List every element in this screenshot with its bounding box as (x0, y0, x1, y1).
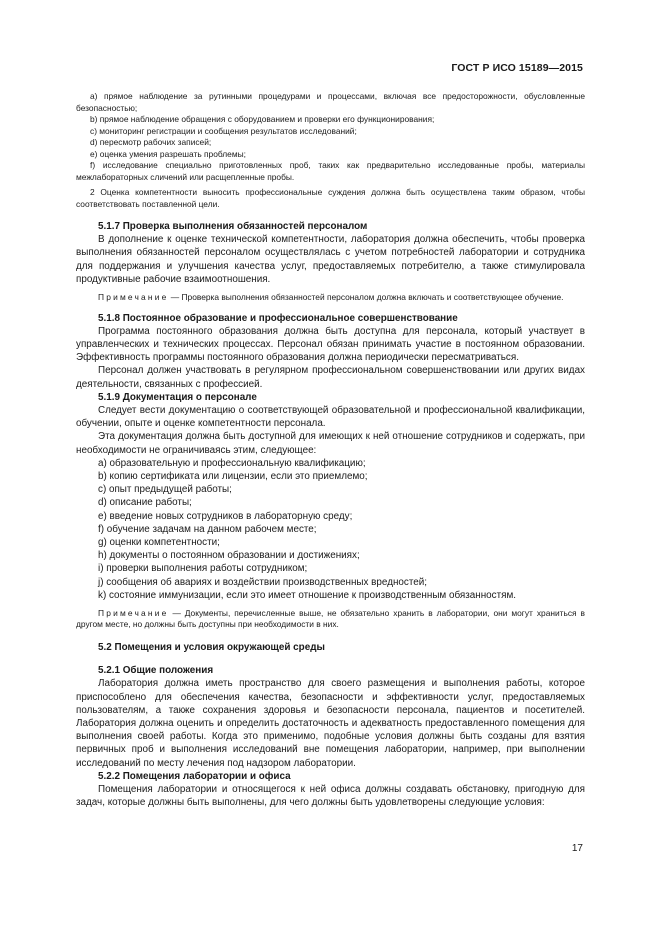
paragraph: Персонал должен участвовать в регулярном профессиональном совершенствовании или других видах деятельности, связанных с профессией. (76, 365, 585, 390)
list-item: h) документы о постоянном образовании и достижениях; (98, 550, 360, 562)
section-heading-5-1-9: 5.1.9 Документация о персонале (98, 391, 257, 403)
list-item: f) исследование специально приготовленных проб, таких как предварительно исследованные пробы, материалы межлабораторных сличений или расщепленные пробы. (76, 160, 585, 182)
page-number: 17 (571, 843, 583, 854)
section-heading-5-2-2: 5.2.2 Помещения лаборатории и офиса (98, 770, 291, 782)
list-item: a) прямое наблюдение за рутинными процедурами и процессами, включая все предосторожности, обусловленные безопасностью; (76, 91, 585, 113)
list-item: i) проверки выполнения работы сотрудником; (98, 563, 308, 575)
list-item: d) пересмотр рабочих записей; (90, 137, 212, 147)
list-item: d) описание работы; (98, 497, 192, 509)
section-heading-5-2-1: 5.2.1 Общие положения (98, 665, 214, 677)
page-content (76, 91, 585, 809)
section-heading-5-2: 5.2 Помещения и условия окружающей среды (98, 641, 325, 653)
list-item: a) образовательную и профессиональную квалификацию; (98, 457, 366, 469)
paragraph: В дополнение к оценке технической компетентности, лаборатория должна обеспечить, чтобы проверка выполнения обязанностей персоналом осуществлялась с учетом потребностей лаборатории и сотрудника для поддержания и улучшения качества услуг, предоставляемых потребителю, а также стимулировала продуктивные рабочие взаимоотношения. (76, 234, 585, 285)
paragraph: Эта документация должна быть доступной для имеющих к ней отношение сотрудников и содержать, при необходимости не ограничиваясь этим, следующее: (76, 431, 585, 456)
note: Примечание — Документы, перечисленные выше, не обязательно хранить в лаборатории, они могут храниться в другом месте, но должны быть доступны при необходимости в них. (76, 607, 585, 630)
list-item: k) состояние иммунизации, если это имеет отношение к производственным обязанностям. (98, 589, 516, 601)
list-item: c) опыт предыдущей работы; (98, 484, 232, 496)
document-id-header: ГОСТ Р ИСО 15189—2015 (451, 62, 583, 74)
list-item: c) мониторинг регистрации и сообщения результатов исследований; (90, 125, 357, 136)
list-item: b) прямое наблюдение обращения с оборудованием и проверки его функционирования; (90, 114, 435, 124)
note-2: 2 Оценка компетентности выносить профессиональные суждения должна быть осуществлена таким образом, чтобы соответствовать поставленной цели. (76, 187, 585, 209)
section-heading-5-1-7: 5.1.7 Проверка выполнения обязанностей персоналом (98, 221, 368, 232)
list-item: f) обучение задачам на данном рабочем месте; (98, 523, 317, 535)
paragraph: Лаборатория должна иметь пространство для своего размещения и выполнения работы, которое приспособлено для обеспечения качества, безопасности и эффективности услуг, предоставляемых пользователям, а также сохранения здоровья и безопасности персонала, пациентов и посетителей. Лаборатория должна оценить и определить достаточность и адекватность предоставленного помещения для выполнения своей работы. Когда это применимо, подобные условия должны быть созданы для взятия первичных проб и выполнения исследований вне помещения лаборатории, например, при выполнении исследований по месту лечения под надзором лаборатории. (76, 678, 585, 769)
list-item: e) введение новых сотрудников в лабораторную среду; (98, 510, 353, 522)
list-item: b) копию сертификата или лицензии, если это приемлемо; (98, 470, 368, 482)
list-item: e) оценка умения разрешать проблемы; (90, 148, 246, 159)
list-item: j) сообщения об авариях и воздействии производственных вредностей; (98, 576, 428, 588)
paragraph: Помещения лаборатории и относящегося к ней офиса должны создавать обстановку, пригодную для задач, которые должны быть выполнены, для чего должны быть удовлетворены следующие условия: (76, 784, 585, 809)
paragraph: Программа постоянного образования должна быть доступна для персонала, который участвует в управленческих и технических процессах. Персонал обязан принимать участие в постоянном образовании. Эффективность программы постоянного образования должна периодически пересматриваться. (76, 325, 585, 364)
note: Примечание — Проверка выполнения обязанностей персоналом должна включать и соответствующее обучение. (98, 292, 564, 303)
section-heading-5-1-8: 5.1.8 Постоянное образование и профессиональное совершенствование (98, 312, 458, 324)
list-item: g) оценки компетентности; (98, 536, 220, 548)
paragraph: Следует вести документацию о соответствующей образовательной и профессиональной квалификации, обучении, опыте и оценке компетентности персонала. (76, 404, 585, 430)
